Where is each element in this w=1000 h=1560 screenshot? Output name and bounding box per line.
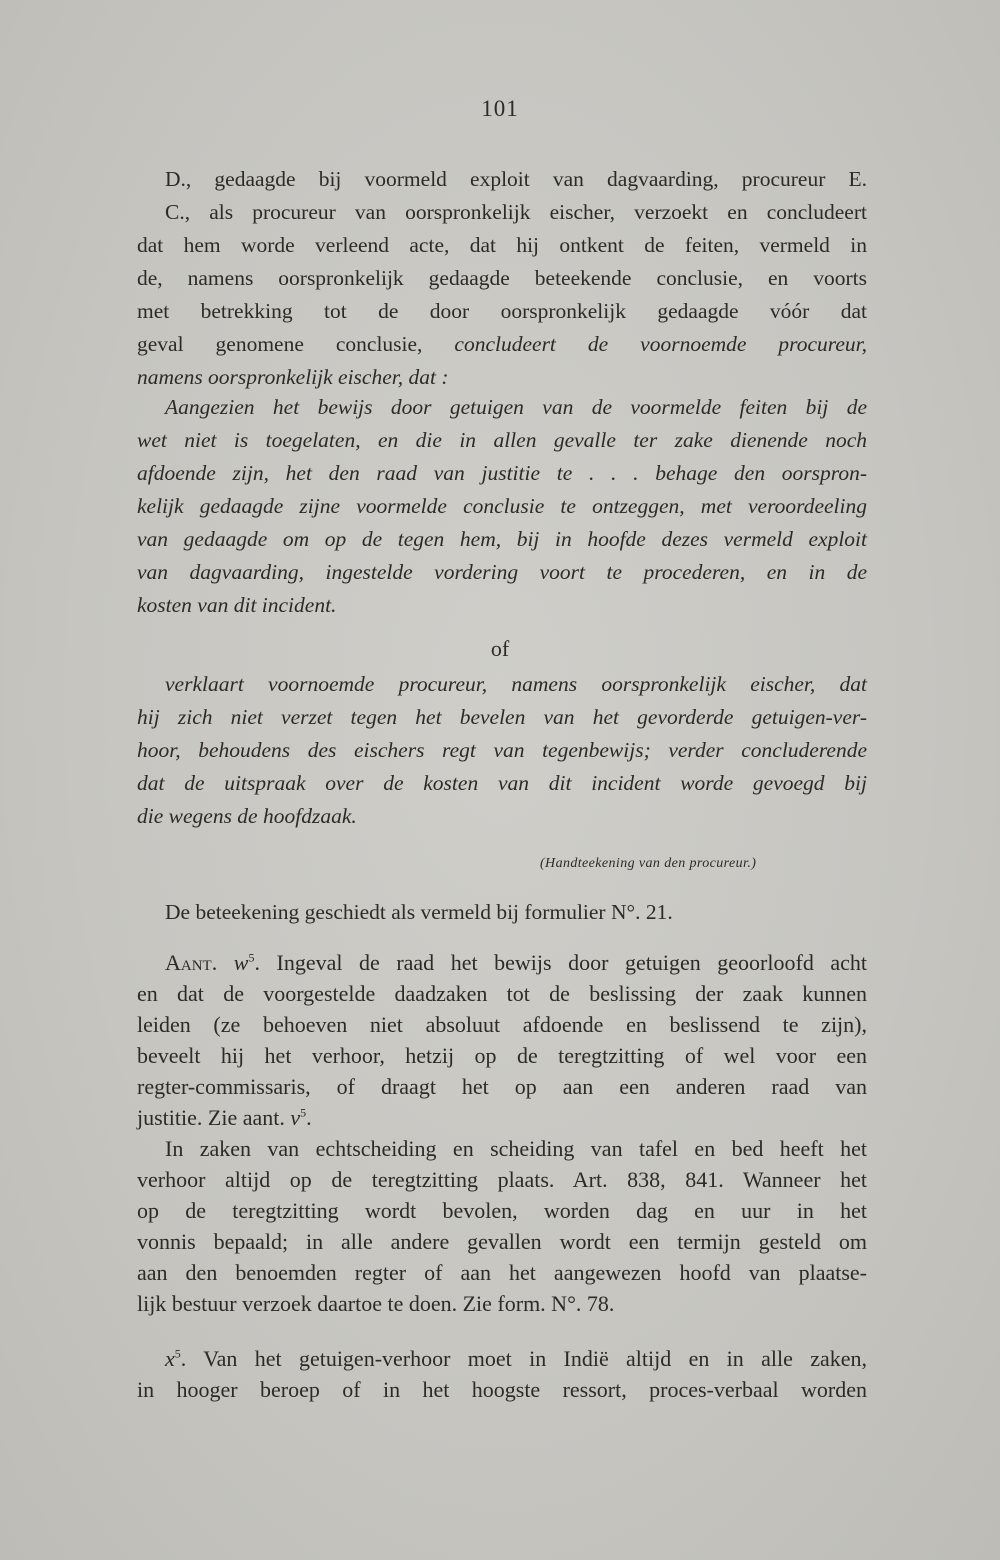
text-plain: justitie. Zie aant. [137, 1105, 291, 1130]
text-plain: . [306, 1105, 312, 1130]
text-line: D., gedaagde bij voormeld exploit van dagvaarding, procureur E. [165, 167, 867, 191]
text-line: op de teregtzitting wordt bevolen, worden dag en uur in het [137, 1198, 867, 1223]
text-line: aan den benoemden regter of aan het aangewezen hoofd van plaatse- [137, 1260, 867, 1285]
text-line: verklaart voornoemde procureur, namens oorspronkelijk eischer, dat [165, 672, 867, 696]
annotation-marker: w [233, 950, 249, 975]
text-line: vonnis bepaald; in alle andere gevallen wordt een termijn gesteld om [137, 1229, 867, 1254]
text-plain: . Van het getuigen-verhoor moet in Indië altijd en in alle zaken, [180, 1346, 867, 1371]
text-line: leiden (ze behoeven niet absoluut afdoende en beslissend te zijn), [137, 1012, 867, 1037]
text-line [137, 1102, 867, 1133]
page-number: 101 [481, 96, 519, 121]
text-plain: . Ingeval de raad het bewijs door getuigen geoorloofd acht [254, 950, 868, 975]
text-line: dat de uitspraak over de kosten van dit incident worde gevoegd bij [137, 771, 867, 795]
text-line: de, namens oorspronkelijk gedaagde beteekende conclusie, en voorts [137, 266, 867, 290]
paragraph-aangezien [137, 391, 867, 622]
text-line: lijk bestuur verzoek daartoe te doen. Zie form. N°. 78. [137, 1291, 615, 1316]
text-line: namens oorspronkelijk eischer, dat : [137, 365, 449, 389]
paragraph-annotation [137, 947, 867, 1319]
reference-marker: v [290, 1105, 301, 1130]
of-separator: of [490, 636, 510, 661]
paragraph-verklaart [137, 668, 867, 833]
text-line: in hooger beroep of in het hoogste ressort, proces-verbaal worden [137, 1377, 867, 1402]
text-line [137, 1343, 867, 1374]
annotation-marker-sup: 5 [174, 1346, 181, 1361]
text-line: hij zich niet verzet tegen het bevelen van het gevorderde getuigen-ver- [137, 705, 867, 729]
text-line: hoor, behoudens des eischers regt van tegenbewijs; verder concluderende [137, 738, 867, 762]
text-line [137, 328, 867, 361]
text-line: en dat de voorgestelde daadzaken tot de beslissing der zaak kunnen [137, 981, 867, 1006]
annotation-marker: x [165, 1346, 175, 1371]
text-line: C., als procureur van oorspronkelijk eischer, verzoekt en concludeert [165, 200, 867, 224]
text-line: verhoor altijd op de teregtzitting plaats. Art. 838, 841. Wanneer het [137, 1167, 867, 1192]
annotation-marker-sup: 5 [248, 950, 255, 965]
signature-note: (Handteekening van den procureur.) [540, 856, 757, 871]
text-italic: concludeert de voornoemde procureur, [454, 332, 867, 356]
text-line: van dagvaarding, ingestelde vordering voort te procederen, en in de [137, 560, 867, 584]
reference-marker-sup: 5 [300, 1105, 307, 1120]
paragraph-opening [137, 163, 867, 394]
text-line: met betrekking tot de door oorspronkelijk gedaagde vóór dat [137, 299, 867, 323]
text-line: Aangezien het bewijs door getuigen van de voormelde feiten bij de [165, 395, 867, 419]
text-line: In zaken van echtscheiding en scheiding van tafel en bed heeft het [165, 1136, 867, 1161]
text-plain: geval genomene conclusie, [137, 332, 455, 356]
text-line: kelijk gedaagde zijne voormelde conclusie te ontzeggen, met veroordeeling [137, 494, 867, 518]
paragraph-x5 [137, 1343, 867, 1405]
text-line: regter-commissaris, of draagt het op aan een anderen raad van [137, 1074, 867, 1099]
text-line: beveelt hij het verhoor, hetzij op de teregtzitting of wel voor een [137, 1043, 867, 1068]
text-line: wet niet is toegelaten, en die in allen gevalle ter zake dienende noch [137, 428, 867, 452]
annotation-label: Aant. [165, 950, 218, 975]
text-line [137, 947, 867, 978]
text-line: van gedaagde om op de tegen hem, bij in hoofde dezes vermeld exploit [137, 527, 867, 551]
text-line: De beteekening geschiedt als vermeld bij formulier N°. 21. [165, 900, 673, 924]
text-line: afdoende zijn, het den raad van justitie te . . . behage den oorspron- [137, 461, 867, 485]
paragraph-formulier [137, 896, 867, 929]
text-line: dat hem worde verleend acte, dat hij ontkent de feiten, vermeld in [137, 233, 867, 257]
text-line: kosten van dit incident. [137, 593, 337, 617]
text-line: die wegens de hoofdzaak. [137, 804, 357, 828]
